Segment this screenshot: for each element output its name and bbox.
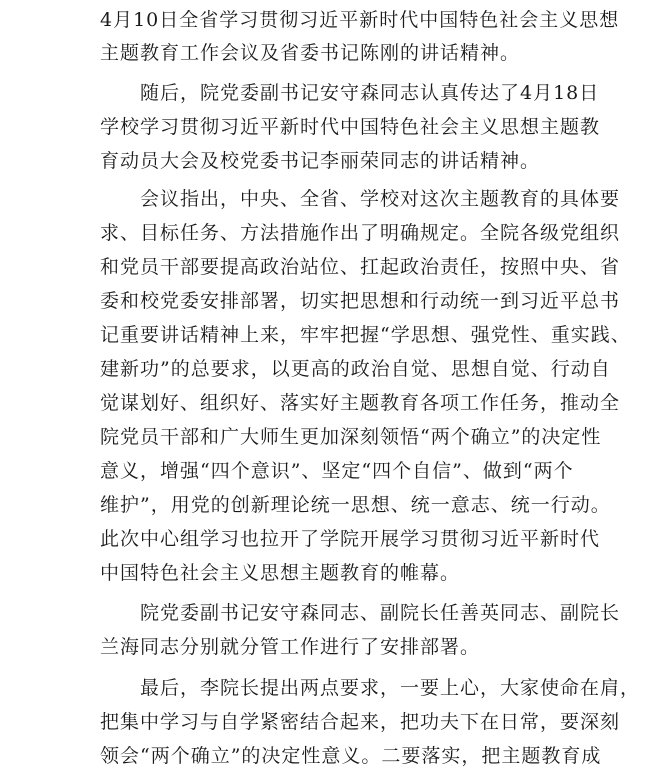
paragraph-2-line-3: 育动员大会及校党委书记李丽荣同志的讲话精神。 — [100, 150, 541, 172]
paragraph-3-line-1: 会议指出，中央、全省、学校对这次主题教育的具体要 — [100, 188, 621, 210]
paragraph-1-line-2: 主题教育工作会议及省委书记陈刚的讲话精神。 — [100, 42, 521, 64]
paragraph-3-line-8: 院党员干部和广大师生更加深刻领悟“两个确立”的决定性 — [100, 426, 602, 448]
paragraph-3-line-9: 意义，增强“四个意识”、坚定“四个自信”、做到“两个 — [100, 460, 574, 482]
paragraph-5-line-3: 领会“两个确立”的决定性意义。二要落实，把主题教育成 — [100, 745, 602, 767]
paragraph-2-line-2: 学校学习贯彻习近平新时代中国特色社会主义思想主题教 — [100, 116, 601, 138]
paragraph-2-line-1: 随后，院党委副书记安守森同志认真传达了4月18日 — [100, 82, 600, 104]
paragraph-3-line-11: 此次中心组学习也拉开了学院开展学习贯彻习近平新时代 — [100, 528, 601, 550]
paragraph-3-line-12: 中国特色社会主义思想主题教育的帷幕。 — [100, 562, 461, 584]
paragraph-1-line-1: 4月10日全省学习贯彻习近平新时代中国特色社会主义思想 — [100, 9, 620, 31]
paragraph-3-line-7: 觉谋划好、组织好、落实好主题教育各项工作任务，推动全 — [100, 392, 621, 414]
paragraph-3-line-5: 记重要讲话精神上来，牢牢把握“学思想、强党性、重实践、 — [100, 324, 631, 346]
paragraph-3-line-2: 求、目标任务、方法措施作出了明确规定。全院各级党组织 — [100, 222, 621, 244]
paragraph-3-line-6: 建新功”的总要求，以更高的政治自觉、思想自觉、行动自 — [100, 358, 611, 380]
paragraph-4-line-1: 院党委副书记安守森同志、副院长任善英同志、副院长 — [100, 602, 621, 624]
paragraph-5-line-1: 最后，李院长提出两点要求，一要上心，大家使命在肩， — [100, 677, 641, 699]
paragraph-3-line-10: 维护”，用党的创新理论统一思想、统一意志、统一行动。 — [100, 494, 611, 516]
paragraph-3-line-4: 委和校党委安排部署，切实把思想和行动统一到习近平总书 — [100, 290, 621, 312]
paragraph-5-line-2: 把集中学习与自学紧密结合起来，把功夫下在日常，要深刻 — [100, 711, 621, 733]
paragraph-3-line-3: 和党员干部要提高政治站位、扛起政治责任，按照中央、省 — [100, 256, 621, 278]
paragraph-4-line-2: 兰海同志分别就分管工作进行了安排部署。 — [100, 636, 481, 658]
